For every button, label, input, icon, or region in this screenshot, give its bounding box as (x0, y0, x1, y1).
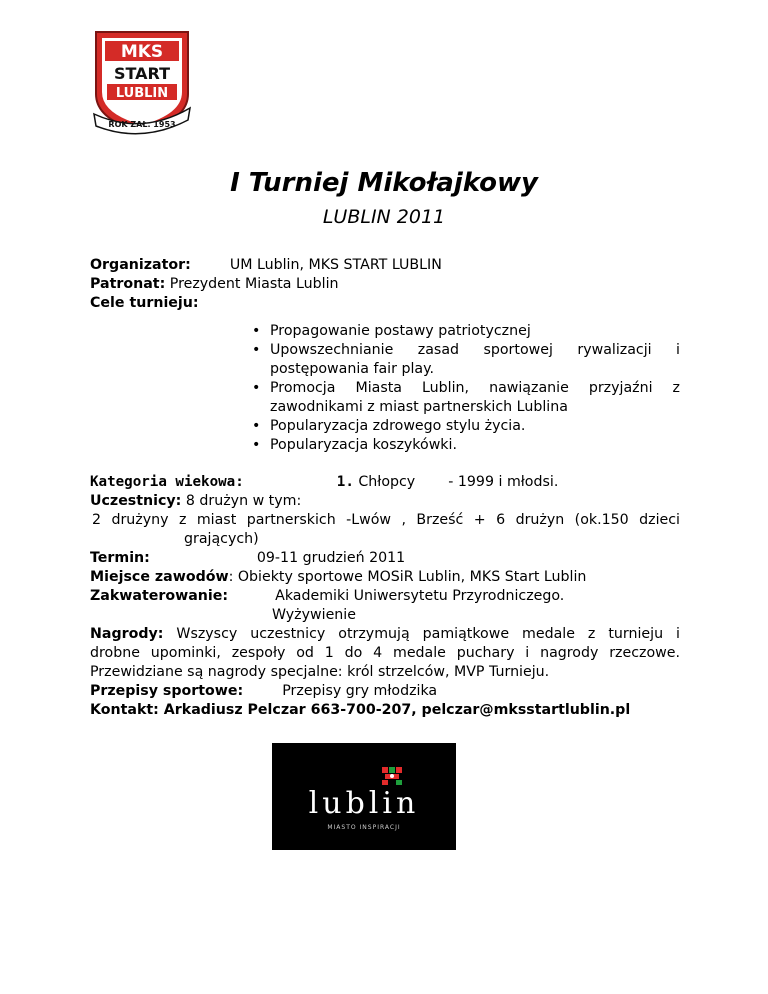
venue-label: Miejsce zawodów (90, 569, 229, 585)
goals-list (252, 322, 680, 455)
prizes-label: Nagrody: (90, 626, 164, 642)
participants-row (90, 492, 680, 511)
goal-item: • Popularyzacja koszykówki. (252, 436, 680, 455)
logo-start-text: START (113, 64, 171, 83)
organizer-label: Organizator: (90, 257, 191, 273)
patron-label: Patronat: (90, 276, 166, 292)
participants-label: Uczestnicy: (90, 493, 182, 509)
term-row (90, 549, 680, 568)
logo-lublin-text: LUBLIN (115, 86, 169, 101)
participants-detail-line1: 2 drużyny z miast partnerskich -Lwów , Brześć + 6 drużyn (ok.150 dzieci (92, 512, 680, 528)
organizer-row (90, 256, 680, 275)
prizes-text-1: Wszyscy uczestnicy otrzymują pamiątkowe medale z turnieju i (176, 626, 680, 642)
venue-row (90, 568, 680, 587)
venue-value: : Obiekty sportowe MOSiR Lublin, MKS Start Lublin (228, 569, 587, 585)
patron-value: Prezydent Miasta Lublin (169, 276, 339, 292)
mks-start-lublin-logo (90, 28, 194, 136)
term-value: 09-11 grudzień 2011 (256, 550, 406, 566)
organizer-value: UM Lublin, MKS START LUBLIN (229, 257, 442, 273)
accommodation-row (90, 587, 680, 606)
document-title: I Turniej Mikołajkowy (230, 168, 538, 198)
goal-item: • Upowszechnianie zasad sportowej rywalizacji i postępowania fair play. (252, 341, 680, 379)
goal-item: • Propagowanie postawy patriotycznej (252, 322, 680, 341)
rules-row (90, 682, 680, 701)
participants-detail-line2: grających) (184, 531, 259, 547)
age-dash: - (448, 474, 454, 490)
accommodation-value: Akademiki Uniwersytetu Przyrodniczego. (275, 588, 565, 604)
rules-label: Przepisy sportowe: (90, 683, 244, 699)
age-row (90, 473, 680, 492)
goal-item: • Popularyzacja zdrowego stylu życia. (252, 417, 680, 436)
participants-value: 8 drużyn w tym: (185, 493, 302, 509)
term-label: Termin: (90, 550, 150, 566)
prizes-line2: drobne upominki, zespoły od 1 do 4 medale puchary i nagrody rzeczowe. (90, 645, 680, 661)
lublin-wordmark: lublin (308, 786, 420, 821)
document-subtitle: LUBLIN 2011 (322, 206, 446, 228)
logo-mks-text: MKS (120, 42, 164, 62)
accommodation-label: Zakwaterowanie: (90, 588, 229, 604)
contact-row: Kontakt: Arkadiusz Pelczar 663-700-207, pelczar@mksstartlublin.pl (90, 702, 631, 718)
prizes-line1 (90, 625, 680, 644)
patron-row (90, 275, 680, 294)
goal-item: • Promocja Miasta Lublin, nawiązanie przyjaźni z zawodnikami z miast partnerskich Lublina (252, 379, 680, 417)
goals-label: Cele turnieju: (90, 295, 199, 311)
lublin-tagline: MIASTO INSPIRACJI (327, 824, 401, 831)
age-value: 1999 i młodsi. (457, 474, 559, 490)
age-group: Chłopcy (358, 474, 416, 490)
logo-ribbon-text: ROK ZAŁ. 1953 (108, 120, 176, 129)
food-text: Wyżywienie (272, 607, 356, 623)
age-number: 1. (336, 474, 354, 490)
age-label: Kategoria wiekowa: (90, 474, 244, 490)
goals-row (90, 294, 680, 313)
lublin-city-logo (272, 743, 456, 850)
rules-value: Przepisy gry młodzika (282, 683, 438, 699)
prizes-line3: Przewidziane są nagrody specjalne: król strzelców, MVP Turnieju. (90, 664, 550, 680)
